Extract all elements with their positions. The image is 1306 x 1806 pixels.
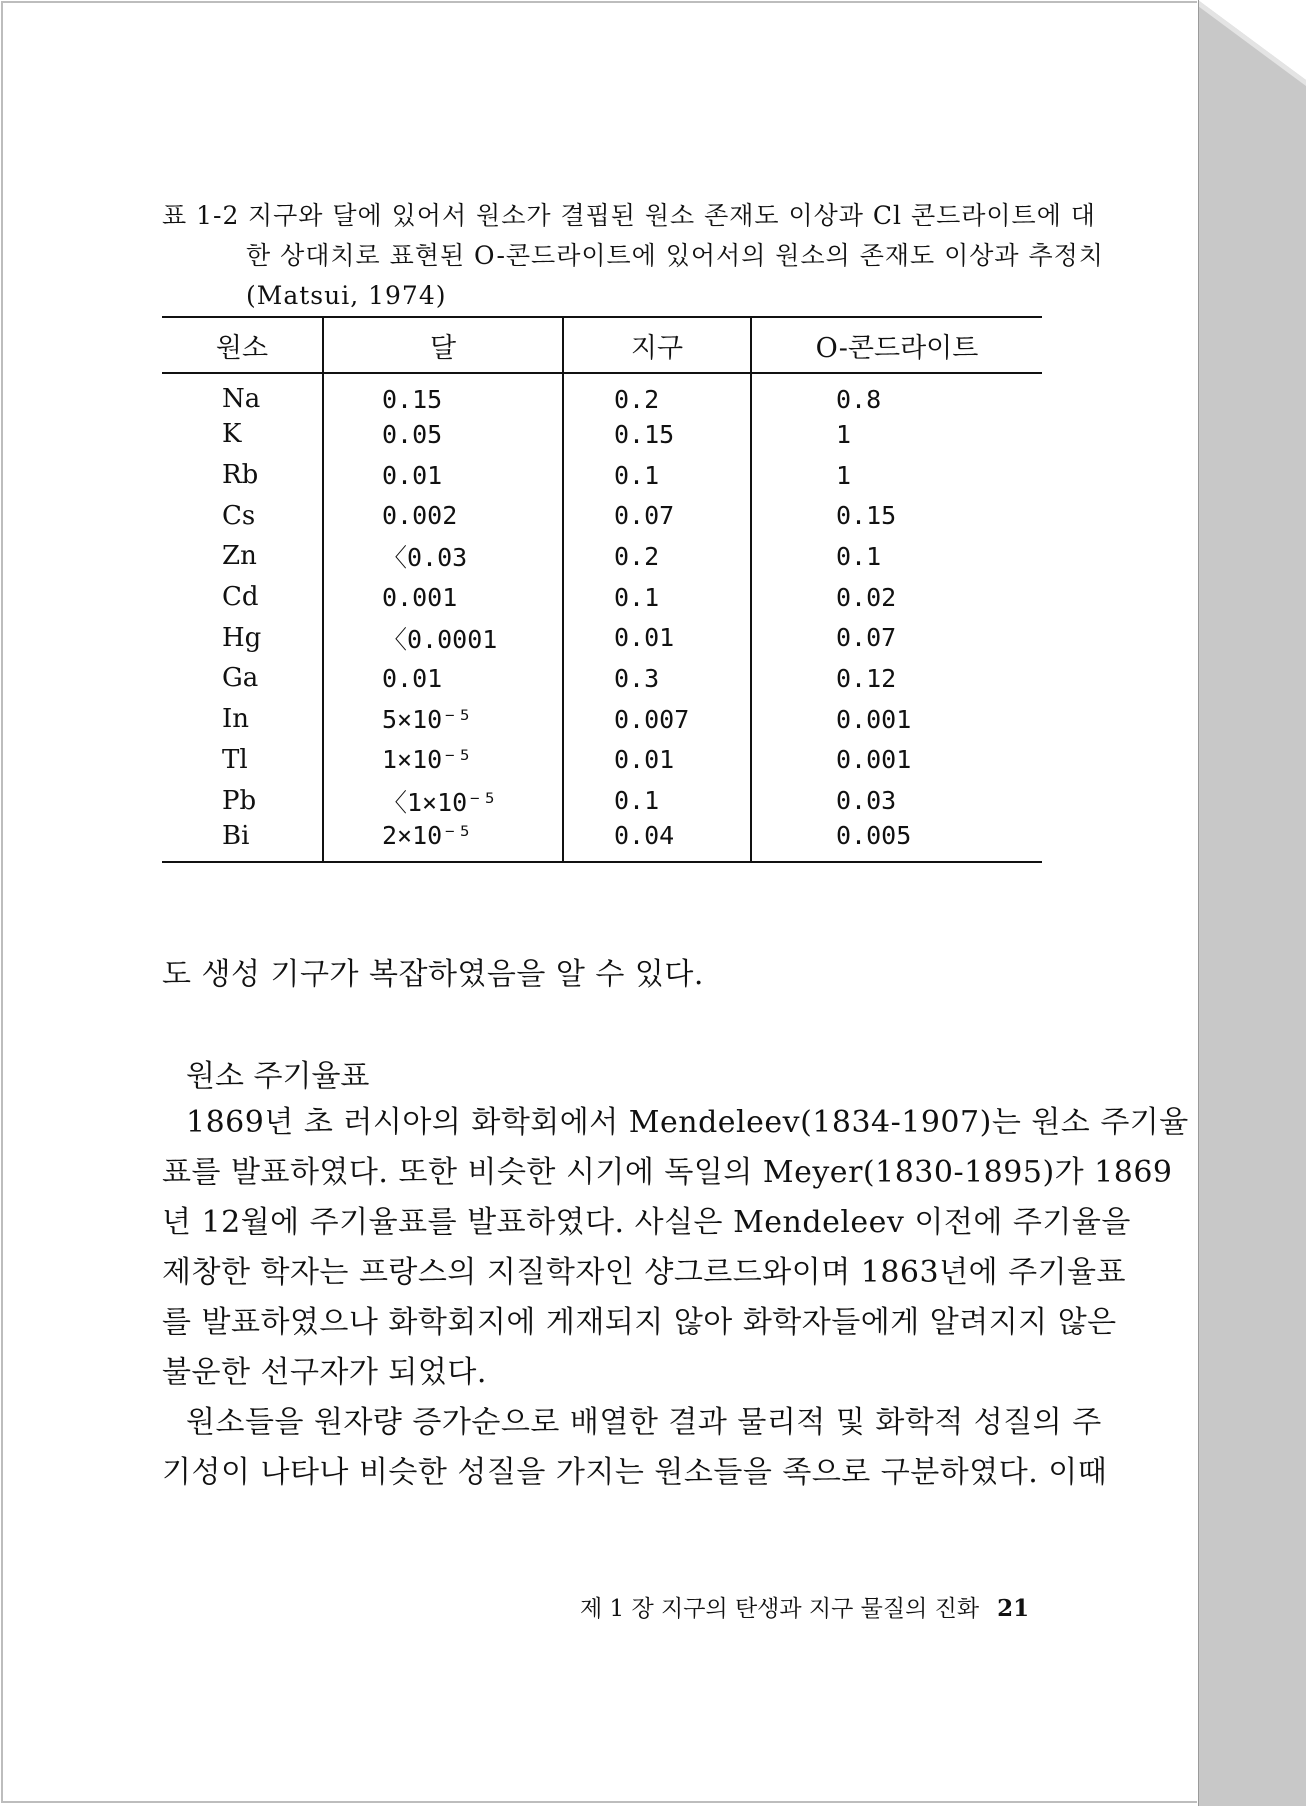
table-row: [162, 658, 1042, 699]
page-footer: [580, 1590, 1029, 1623]
header-moon: 달: [323, 317, 563, 373]
caption-line-3: (Matsui, 1974): [246, 281, 447, 310]
page-side-edge: [1198, 0, 1306, 1806]
paragraph-1: [162, 1098, 1189, 1398]
cell-element: K: [222, 419, 242, 450]
cell-earth: 0.3: [563, 658, 751, 699]
cell-moon: 0.001: [323, 577, 563, 618]
cell-earth: 0.04: [563, 821, 751, 862]
cell-element: Tl: [222, 744, 248, 775]
cell-moon: 0.15: [323, 373, 563, 414]
table-header-row: [162, 317, 1042, 373]
table-row: [162, 455, 1042, 496]
cell-moon: 0.01: [323, 658, 563, 699]
cell-o-chondrite: 0.03: [751, 780, 1042, 821]
cell-earth: 0.007: [563, 699, 751, 740]
cell-moon: 〈0.0001: [323, 617, 563, 658]
cell-earth: 0.1: [563, 780, 751, 821]
cell-o-chondrite: 0.07: [751, 617, 1042, 658]
paragraph-1-line: 제창한 학자는 프랑스의 지질학자인 샹그르드와이며 1863년에 주기율표: [162, 1255, 1127, 1290]
cell-element: Ga: [222, 663, 259, 694]
caption-line-1: 지구와 달에 있어서 원소가 결핍된 원소 존재도 이상과 Cl 콘드라이트에 대: [248, 201, 1096, 230]
cell-earth: 0.01: [563, 617, 751, 658]
paragraph-1-line: 를 발표하였으나 화학회지에 게재되지 않아 화학자들에게 알려지지 않은: [162, 1305, 1117, 1340]
cell-earth: 0.15: [563, 414, 751, 455]
cell-o-chondrite: 0.8: [751, 373, 1042, 414]
table-row: [162, 780, 1042, 821]
cell-earth: 0.01: [563, 740, 751, 781]
cell-element: Cd: [222, 582, 259, 613]
table-row: [162, 699, 1042, 740]
table-row: [162, 536, 1042, 577]
paragraph-1-line: 표를 발표하였다. 또한 비슷한 시기에 독일의 Meyer(1830-1895)가 1869: [162, 1155, 1173, 1190]
paragraph-2-line: 기성이 나타나 비슷한 성질을 가지는 원소들을 족으로 구분하였다. 이때: [162, 1455, 1108, 1490]
paragraph-2-line: 원소들을 원자량 증가순으로 배열한 결과 물리적 및 화학적 성질의 주: [186, 1405, 1102, 1440]
continuation-text: 도 생성 기구가 복잡하였음을 알 수 있다.: [162, 957, 704, 992]
cell-earth: 0.1: [563, 455, 751, 496]
cell-earth: 0.2: [563, 373, 751, 414]
chapter-title: 제 1 장 지구의 탄생과 지구 물질의 진화: [580, 1596, 980, 1622]
cell-element: Pb: [222, 785, 257, 816]
cell-element: Na: [222, 384, 261, 414]
paragraph-2: [162, 1398, 1108, 1498]
cell-moon: 0.05: [323, 414, 563, 455]
table-row: [162, 617, 1042, 658]
cell-moon: 1×10⁻⁵: [323, 740, 563, 781]
cell-earth: 0.1: [563, 577, 751, 618]
cell-o-chondrite: 0.12: [751, 658, 1042, 699]
caption-label: 표 1-2: [162, 201, 240, 230]
cell-element: Cs: [222, 500, 256, 531]
cell-o-chondrite: 0.1: [751, 536, 1042, 577]
cell-moon: 〈0.03: [323, 536, 563, 577]
cell-element: Zn: [222, 541, 257, 572]
cell-o-chondrite: 0.15: [751, 495, 1042, 536]
header-element: 원소: [162, 317, 323, 373]
cell-moon: 2×10⁻⁵: [323, 821, 563, 862]
cell-o-chondrite: 1: [751, 414, 1042, 455]
page-number: 21: [997, 1595, 1030, 1622]
cell-earth: 0.07: [563, 495, 751, 536]
cell-earth: 0.2: [563, 536, 751, 577]
cell-o-chondrite: 0.005: [751, 821, 1042, 862]
cell-o-chondrite: 0.02: [751, 577, 1042, 618]
table-row: [162, 414, 1042, 455]
cell-element: Rb: [222, 460, 259, 491]
cell-element: Bi: [162, 821, 323, 862]
section-heading: 원소 주기율표: [186, 1059, 370, 1094]
table-row: [162, 740, 1042, 781]
table-row: [162, 821, 1042, 862]
paragraph-1-line: 1869년 초 러시아의 화학회에서 Mendeleev(1834-1907)는 원소 주기율: [186, 1105, 1189, 1140]
cell-element: In: [222, 704, 250, 735]
table-row: [162, 373, 1042, 414]
cell-moon: 5×10⁻⁵: [323, 699, 563, 740]
abundance-table: [162, 316, 1042, 863]
cell-moon: 〈1×10⁻⁵: [323, 780, 563, 821]
table-row: [162, 495, 1042, 536]
cell-o-chondrite: 1: [751, 455, 1042, 496]
header-earth: 지구: [563, 317, 751, 373]
table-row: [162, 577, 1042, 618]
caption-line-2: 한 상대치로 표현된 O-콘드라이트에 있어서의 원소의 존재도 이상과 추정치: [246, 241, 1104, 270]
cell-element: Hg: [222, 622, 262, 653]
cell-moon: 0.01: [323, 455, 563, 496]
header-o-chondrite: O-콘드라이트: [751, 317, 1042, 373]
cell-o-chondrite: 0.001: [751, 699, 1042, 740]
cell-o-chondrite: 0.001: [751, 740, 1042, 781]
cell-moon: 0.002: [323, 495, 563, 536]
paragraph-1-line: 불운한 선구자가 되었다.: [162, 1355, 487, 1390]
paragraph-1-line: 년 12월에 주기율표를 발표하였다. 사실은 Mendeleev 이전에 주기율을: [162, 1205, 1131, 1240]
